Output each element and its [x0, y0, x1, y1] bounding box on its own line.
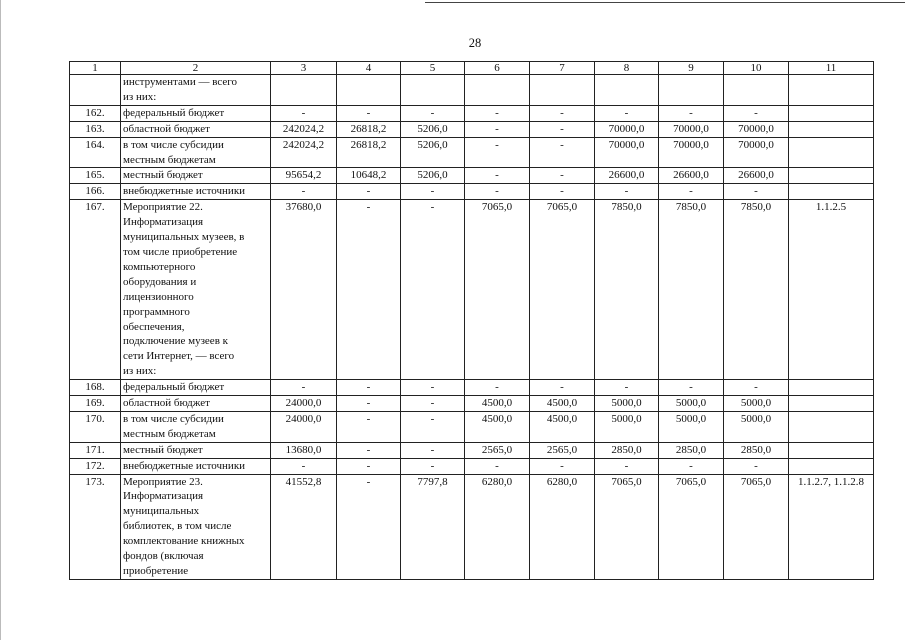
description-cell [121, 121, 271, 137]
value-cell: 4500,0 [465, 411, 530, 442]
value-cell [271, 75, 337, 106]
table-row [70, 184, 874, 200]
value-cell: - [337, 105, 401, 121]
description-line: Информатизация [123, 216, 204, 229]
header-cell: 8 [595, 62, 659, 75]
value-cell: 7065,0 [465, 200, 530, 380]
value-cell: 5000,0 [595, 396, 659, 412]
description-line: в том числе субсидии [123, 138, 224, 151]
value-cell: - [271, 184, 337, 200]
value-cell: 2565,0 [465, 442, 530, 458]
description-cell [121, 474, 271, 579]
value-cell [789, 380, 874, 396]
value-cell: 26818,2 [337, 137, 401, 168]
value-cell: 5206,0 [401, 121, 465, 137]
value-cell: - [465, 137, 530, 168]
value-cell: 7065,0 [595, 474, 659, 579]
value-cell: 1.1.2.7, 1.1.2.8 [789, 474, 874, 579]
value-cell: - [337, 411, 401, 442]
value-cell [789, 442, 874, 458]
row-number-cell: 167. [70, 200, 121, 380]
table-row [70, 396, 874, 412]
value-cell: 1.1.2.5 [789, 200, 874, 380]
description-line: комплектование книжных [123, 535, 245, 548]
description-cell [121, 442, 271, 458]
description-cell [121, 380, 271, 396]
value-cell: 6280,0 [530, 474, 595, 579]
value-cell: 7065,0 [659, 474, 724, 579]
description-line: сети Интернет, — всего [123, 350, 235, 363]
value-cell: - [530, 458, 595, 474]
table-row [70, 380, 874, 396]
table-row [70, 474, 874, 579]
value-cell: - [401, 442, 465, 458]
value-cell: - [659, 380, 724, 396]
value-cell [789, 137, 874, 168]
row-number-cell: 164. [70, 137, 121, 168]
value-cell: 4500,0 [530, 396, 595, 412]
description-cell [121, 411, 271, 442]
value-cell: 5206,0 [401, 168, 465, 184]
value-cell: - [271, 105, 337, 121]
value-cell: - [271, 458, 337, 474]
row-number-cell: 166. [70, 184, 121, 200]
value-cell: 7850,0 [659, 200, 724, 380]
value-cell: 2850,0 [659, 442, 724, 458]
description-line: обеспечения, [123, 320, 185, 333]
value-cell: 13680,0 [271, 442, 337, 458]
row-number-cell: 162. [70, 105, 121, 121]
value-cell [337, 75, 401, 106]
value-cell: 70000,0 [724, 137, 789, 168]
row-number-cell [70, 75, 121, 106]
value-cell: - [401, 458, 465, 474]
value-cell: - [465, 168, 530, 184]
value-cell: - [595, 458, 659, 474]
value-cell: 26600,0 [659, 168, 724, 184]
row-number-cell: 168. [70, 380, 121, 396]
table-header-row [70, 62, 874, 75]
value-cell: 5000,0 [659, 396, 724, 412]
header-cell: 6 [465, 62, 530, 75]
value-cell: 70000,0 [724, 121, 789, 137]
table-row [70, 442, 874, 458]
row-number-cell: 165. [70, 168, 121, 184]
header-cell: 2 [121, 62, 271, 75]
value-cell: 7065,0 [724, 474, 789, 579]
description-line: из них: [123, 90, 157, 103]
value-cell: 10648,2 [337, 168, 401, 184]
description-cell [121, 168, 271, 184]
value-cell: - [530, 137, 595, 168]
value-cell [465, 75, 530, 106]
header-cell: 11 [789, 62, 874, 75]
header-cell: 9 [659, 62, 724, 75]
description-cell [121, 200, 271, 380]
row-number-cell: 173. [70, 474, 121, 579]
description-line: программного [123, 305, 190, 318]
value-cell: 2850,0 [595, 442, 659, 458]
description-cell [121, 137, 271, 168]
value-cell: - [337, 442, 401, 458]
value-cell: - [465, 458, 530, 474]
value-cell: - [337, 396, 401, 412]
value-cell: - [595, 380, 659, 396]
value-cell: - [337, 200, 401, 380]
row-number-cell: 169. [70, 396, 121, 412]
value-cell [789, 184, 874, 200]
value-cell: 41552,8 [271, 474, 337, 579]
value-cell: - [530, 105, 595, 121]
value-cell: 7850,0 [595, 200, 659, 380]
header-cell: 7 [530, 62, 595, 75]
value-cell [789, 105, 874, 121]
value-cell: 5000,0 [724, 411, 789, 442]
value-cell: - [659, 184, 724, 200]
value-cell: - [337, 474, 401, 579]
value-cell: 5206,0 [401, 137, 465, 168]
description-cell [121, 184, 271, 200]
value-cell: 7850,0 [724, 200, 789, 380]
value-cell: - [465, 184, 530, 200]
value-cell: - [530, 184, 595, 200]
description-line: фондов (включая [123, 550, 204, 563]
description-line: инструментами — всего [123, 76, 237, 88]
value-cell: - [659, 105, 724, 121]
description-line: внебюджетные источники [123, 459, 246, 472]
table-row [70, 121, 874, 137]
value-cell [789, 168, 874, 184]
value-cell: 26818,2 [337, 121, 401, 137]
description-line: Мероприятие 23. [123, 475, 203, 488]
value-cell: - [530, 380, 595, 396]
value-cell: - [724, 380, 789, 396]
budget-table [69, 61, 874, 580]
header-cell: 5 [401, 62, 465, 75]
page-number: 28 [468, 36, 482, 50]
value-cell: 2850,0 [724, 442, 789, 458]
value-cell: - [271, 380, 337, 396]
row-number-cell: 172. [70, 458, 121, 474]
header-cell: 3 [271, 62, 337, 75]
table-row [70, 168, 874, 184]
description-line: федеральный бюджет [123, 381, 225, 394]
table-row [70, 200, 874, 380]
value-cell: 70000,0 [659, 121, 724, 137]
description-line: муниципальных [123, 505, 200, 518]
value-cell [789, 458, 874, 474]
value-cell: - [337, 184, 401, 200]
description-line: федеральный бюджет [123, 106, 225, 119]
description-line: местный бюджет [123, 169, 203, 182]
value-cell: - [401, 411, 465, 442]
table-row [70, 105, 874, 121]
value-cell: 5000,0 [659, 411, 724, 442]
description-line: приобретение [123, 565, 189, 577]
value-cell: 26600,0 [724, 168, 789, 184]
value-cell: 7065,0 [530, 200, 595, 380]
value-cell: 4500,0 [465, 396, 530, 412]
value-cell: 242024,2 [271, 137, 337, 168]
value-cell: - [530, 121, 595, 137]
description-cell [121, 75, 271, 106]
description-line: муниципальных музеев, в [123, 231, 245, 244]
value-cell: - [465, 380, 530, 396]
value-cell: 2565,0 [530, 442, 595, 458]
value-cell [401, 75, 465, 106]
value-cell: 95654,2 [271, 168, 337, 184]
description-line: местным бюджетам [123, 153, 216, 166]
value-cell: 242024,2 [271, 121, 337, 137]
description-cell [121, 105, 271, 121]
value-cell [530, 75, 595, 106]
value-cell: - [465, 105, 530, 121]
description-line: из них: [123, 365, 157, 378]
value-cell: - [724, 105, 789, 121]
value-cell: - [595, 105, 659, 121]
value-cell: - [401, 105, 465, 121]
description-cell [121, 458, 271, 474]
value-cell: - [465, 121, 530, 137]
header-cell: 10 [724, 62, 789, 75]
description-line: библиотек, в том числе [123, 520, 232, 533]
description-line: компьютерного [123, 260, 196, 273]
row-number-cell: 163. [70, 121, 121, 137]
value-cell: 37680,0 [271, 200, 337, 380]
value-cell: - [401, 396, 465, 412]
value-cell: 5000,0 [724, 396, 789, 412]
value-cell: - [724, 458, 789, 474]
description-line: областной бюджет [123, 397, 210, 410]
value-cell: - [401, 200, 465, 380]
row-number-cell: 170. [70, 411, 121, 442]
value-cell: - [401, 380, 465, 396]
page-left-edge [0, 0, 1, 640]
description-line: местным бюджетам [123, 427, 216, 440]
table-row [70, 411, 874, 442]
header-cell: 1 [70, 62, 121, 75]
value-cell: - [337, 458, 401, 474]
value-cell: - [401, 184, 465, 200]
value-cell [789, 411, 874, 442]
value-cell [659, 75, 724, 106]
table-body [70, 62, 874, 580]
value-cell: 70000,0 [595, 121, 659, 137]
row-number-cell: 171. [70, 442, 121, 458]
value-cell: 70000,0 [659, 137, 724, 168]
description-line: местный бюджет [123, 443, 203, 456]
value-cell [789, 121, 874, 137]
description-line: внебюджетные источники [123, 185, 246, 198]
value-cell: 7797,8 [401, 474, 465, 579]
value-cell [595, 75, 659, 106]
table-row [70, 137, 874, 168]
description-line: оборудования и [123, 275, 197, 288]
value-cell [789, 396, 874, 412]
value-cell: 26600,0 [595, 168, 659, 184]
description-line: подключение музеев к [123, 335, 228, 348]
value-cell: 5000,0 [595, 411, 659, 442]
description-line: Мероприятие 22. [123, 201, 203, 214]
value-cell [789, 75, 874, 106]
header-cell: 4 [337, 62, 401, 75]
top-rule-line [425, 2, 905, 3]
value-cell: - [595, 184, 659, 200]
description-line: том числе приобретение [123, 245, 238, 258]
description-line: областной бюджет [123, 122, 210, 135]
value-cell: 4500,0 [530, 411, 595, 442]
description-line: в том числе субсидии [123, 412, 224, 425]
table-row [70, 75, 874, 106]
description-line: лицензионного [123, 290, 194, 303]
value-cell: - [337, 380, 401, 396]
value-cell: - [530, 168, 595, 184]
table-row [70, 458, 874, 474]
value-cell: - [724, 184, 789, 200]
value-cell: 24000,0 [271, 396, 337, 412]
value-cell [724, 75, 789, 106]
description-line: Информатизация [123, 490, 204, 503]
value-cell: - [659, 458, 724, 474]
value-cell: 6280,0 [465, 474, 530, 579]
value-cell: 70000,0 [595, 137, 659, 168]
description-cell [121, 396, 271, 412]
value-cell: 24000,0 [271, 411, 337, 442]
